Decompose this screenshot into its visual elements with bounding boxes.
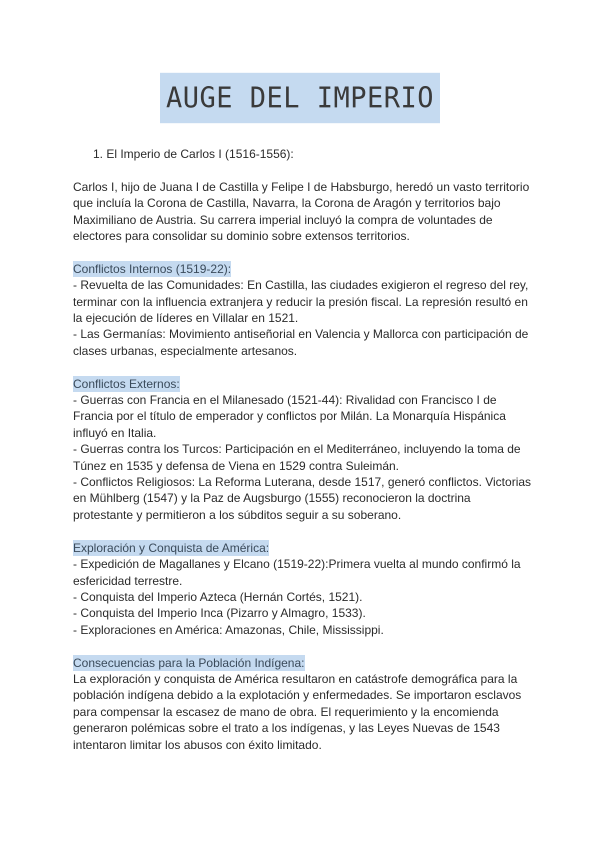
section-conflictos-externos	[73, 376, 533, 524]
title-container	[0, 74, 600, 122]
document-body	[73, 146, 533, 753]
list-item: - Guerras contra los Turcos: Participación en el Mediterráneo, incluyendo la toma de Túnez en 1535 y defensa de Viena en 1529 contra Suleimán.	[73, 442, 521, 473]
section-conflictos-internos	[73, 261, 533, 359]
intro-paragraph: Carlos I, hijo de Juana I de Castilla y Felipe I de Habsburgo, heredó un vasto territorio que incluía la Corona de Castilla, Navarra, la Corona de Aragón y territorios bajo Maximiliano de Austria. Su carrera imperial incluyó la compra de voluntades de electores para consolidar su dominio sobre extensos territorios.	[73, 179, 530, 244]
list-item: - Revuelta de las Comunidades: En Castilla, las ciudades exigieron el regreso del rey, terminar con la influencia extranjera y reducir la presión fiscal. La represión resultó en la ejecución de líderes en Villalar en 1521.	[73, 278, 529, 326]
indigena-paragraph: La exploración y conquista de América resultaron en catástrofe demográfica para la población indígena debido a la explotación y enfermedades. Se importaron esclavos para compensar la escasez de mano de obra. El requerimiento y la encomienda generaron polémicas sobre el trato a los indígenas, y las Leyes Nuevas de 1543 intentaron limitar los abusos con éxito limitado.	[73, 671, 522, 752]
list-item: - Exploraciones en América: Amazonas, Chile, Mississippi.	[73, 622, 384, 637]
numbered-heading: 1. El Imperio de Carlos I (1516-1556):	[93, 147, 294, 161]
list-item: - Conflictos Religiosos: La Reforma Luterana, desde 1517, generó conflictos. Victorias en Mühlberg (1547) y la Paz de Augsburgo (1555) reconocieron la doctrina protestante y permitieron a los súbditos seguir a su soberano.	[73, 475, 532, 522]
section-heading: Conflictos Internos (1519-22):	[73, 261, 232, 276]
list-item: - Las Germanías: Movimiento antiseñorial en Valencia y Mallorca con participación de clases urbanas, especialmente artesanos.	[73, 327, 529, 358]
list-item: - Guerras con Francia en el Milanesado (1521-44): Rivalidad con Francisco I de Francia por el título de emperador y conflictos por Milán. La Monarquía Hispánica influyó en Italia.	[73, 393, 506, 440]
section-heading: Consecuencias para la Población Indígena:	[73, 655, 305, 670]
section-poblacion-indigena	[73, 655, 533, 753]
section-exploracion-america	[73, 540, 533, 638]
list-item: - Conquista del Imperio Azteca (Hernán Cortés, 1521).	[73, 589, 363, 604]
list-item: - Expedición de Magallanes y Elcano (1519-22):Primera vuelta al mundo confirmó la esfericidad terrestre.	[73, 557, 521, 588]
document-title: AUGE DEL IMPERIO	[160, 73, 440, 123]
section-heading: Exploración y Conquista de América:	[73, 540, 270, 555]
list-item: - Conquista del Imperio Inca (Pizarro y Almagro, 1533).	[73, 606, 366, 621]
section-heading: Conflictos Externos:	[73, 376, 180, 391]
